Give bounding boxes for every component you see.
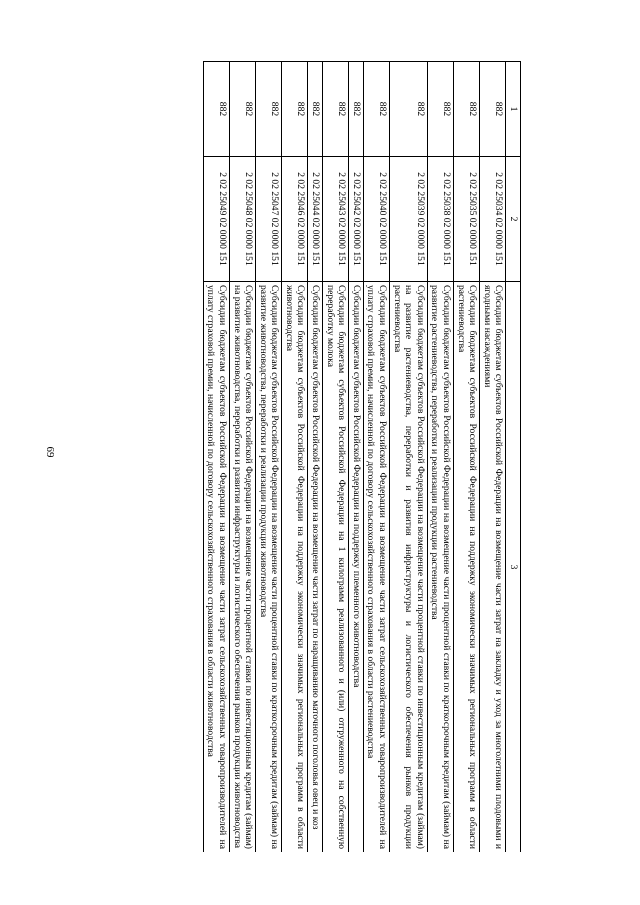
admin-code-cell: 882: [427, 62, 453, 157]
column-header-3: 3: [506, 282, 521, 853]
column-header-1: 1: [506, 62, 521, 157]
page-number: 69: [44, 446, 56, 458]
revenue-name-cell: Субсидии бюджетам субъектов Российской Федерации на возмещение части процентной ставки по краткосрочным кредитам (займам) на развитие животноводства, переработки и реализации продукции животноводства: [256, 282, 282, 853]
table-row: [454, 62, 480, 853]
admin-code-cell: 882: [229, 62, 255, 157]
revenue-name-cell: Субсидии бюджетам субъектов Российской Федерации на поддержку экономически значимых региональных программ в области животноводства: [282, 282, 308, 853]
admin-code-cell: 882: [256, 62, 282, 157]
revenue-name-cell: Субсидии бюджетам субъектов Российской Федерации на поддержку экономически значимых региональных программ в области растениеводства: [454, 282, 480, 853]
table-row: [203, 62, 229, 853]
admin-code-cell: 882: [308, 62, 323, 157]
revenue-name-cell: Субсидии бюджетам субъектов Российской Федерации на возмещение части затрат сельскохозяйственных товаропроизводителей на уплату страховой премии, начисленной по договору сельскохозяйственного страхования в области растениеводства: [363, 282, 389, 853]
admin-code-cell: 882: [349, 62, 364, 157]
table-row: [363, 62, 389, 853]
table-row: [427, 62, 453, 853]
table-row: [229, 62, 255, 853]
table-row: [308, 62, 323, 853]
revenue-name-cell: Субсидии бюджетам субъектов Российской Федерации на поддержку племенного животноводства: [349, 282, 364, 853]
revenue-code-cell: 2 02 25049 02 0000 151: [203, 157, 229, 282]
admin-code-cell: 882: [282, 62, 308, 157]
table-frame: [81, 61, 521, 852]
table-row: [390, 62, 428, 853]
revenue-code-cell: 2 02 25042 02 0000 151: [349, 157, 364, 282]
revenue-code-cell: 2 02 25047 02 0000 151: [256, 157, 282, 282]
revenue-name-cell: Субсидии бюджетам субъектов Российской Федерации на возмещение части затрат на закладку и уход за многолетними плодовыми и ягодными насаждениями: [480, 282, 506, 853]
table-row: [349, 62, 364, 853]
revenue-code-cell: 2 02 25048 02 0000 151: [229, 157, 255, 282]
revenue-name-cell: Субсидии бюджетам субъектов Российской Федерации на возмещение части затрат по наращиванию маточного поголовья овец и коз: [308, 282, 323, 853]
revenue-name-cell: Субсидии бюджетам субъектов Российской Федерации на возмещение части процентной ставки по инвестиционным кредитам (займам) на развитие животноводства, переработки и развития инфраструктуры и логистического обеспечения рынков продукции животноводства: [229, 282, 255, 853]
admin-code-cell: 882: [390, 62, 428, 157]
table-row: [323, 62, 349, 853]
revenue-code-cell: 2 02 25039 02 0000 151: [390, 157, 428, 282]
revenue-codes-table: [203, 61, 521, 852]
admin-code-cell: 882: [363, 62, 389, 157]
column-number-row: [506, 62, 521, 853]
admin-code-cell: 882: [454, 62, 480, 157]
table-row: [282, 62, 308, 853]
revenue-name-cell: Субсидии бюджетам субъектов Российской Федерации на возмещение части затрат сельскохозяйственных товаропроизводителей на уплату страховой премии, начисленной по договору сельскохозяйственного страхования в области животноводства: [203, 282, 229, 853]
revenue-code-cell: 2 02 25044 02 0000 151: [308, 157, 323, 282]
revenue-name-cell: Субсидии бюджетам субъектов Российской Федерации на возмещение части процентной ставки по инвестиционным кредитам (займам) на развитие растениеводства, переработки и развития инфраструктуры и логистического обеспечения рынков продукции растениеводства: [390, 282, 428, 853]
column-header-2: 2: [506, 157, 521, 282]
revenue-name-cell: Субсидии бюджетам субъектов Российской Федерации на 1 килограмм реализованного и (или) отгруженного на собственную переработку молока: [323, 282, 349, 853]
revenue-code-cell: 2 02 25035 02 0000 151: [454, 157, 480, 282]
revenue-code-cell: 2 02 25043 02 0000 151: [323, 157, 349, 282]
admin-code-cell: 882: [203, 62, 229, 157]
admin-code-cell: 882: [323, 62, 349, 157]
table-row: [480, 62, 506, 853]
revenue-code-cell: 2 02 25046 02 0000 151: [282, 157, 308, 282]
admin-code-cell: 882: [480, 62, 506, 157]
table-row: [256, 62, 282, 853]
rotated-table-container: [81, 61, 521, 852]
revenue-name-cell: Субсидии бюджетам субъектов Российской Федерации на возмещение части процентной ставки по краткосрочным кредитам (займам) на развитие растениеводства, переработки и реализации продукции растениеводства: [427, 282, 453, 853]
revenue-code-cell: 2 02 25038 02 0000 151: [427, 157, 453, 282]
revenue-code-cell: 2 02 25040 02 0000 151: [363, 157, 389, 282]
revenue-code-cell: 2 02 25034 02 0000 151: [480, 157, 506, 282]
